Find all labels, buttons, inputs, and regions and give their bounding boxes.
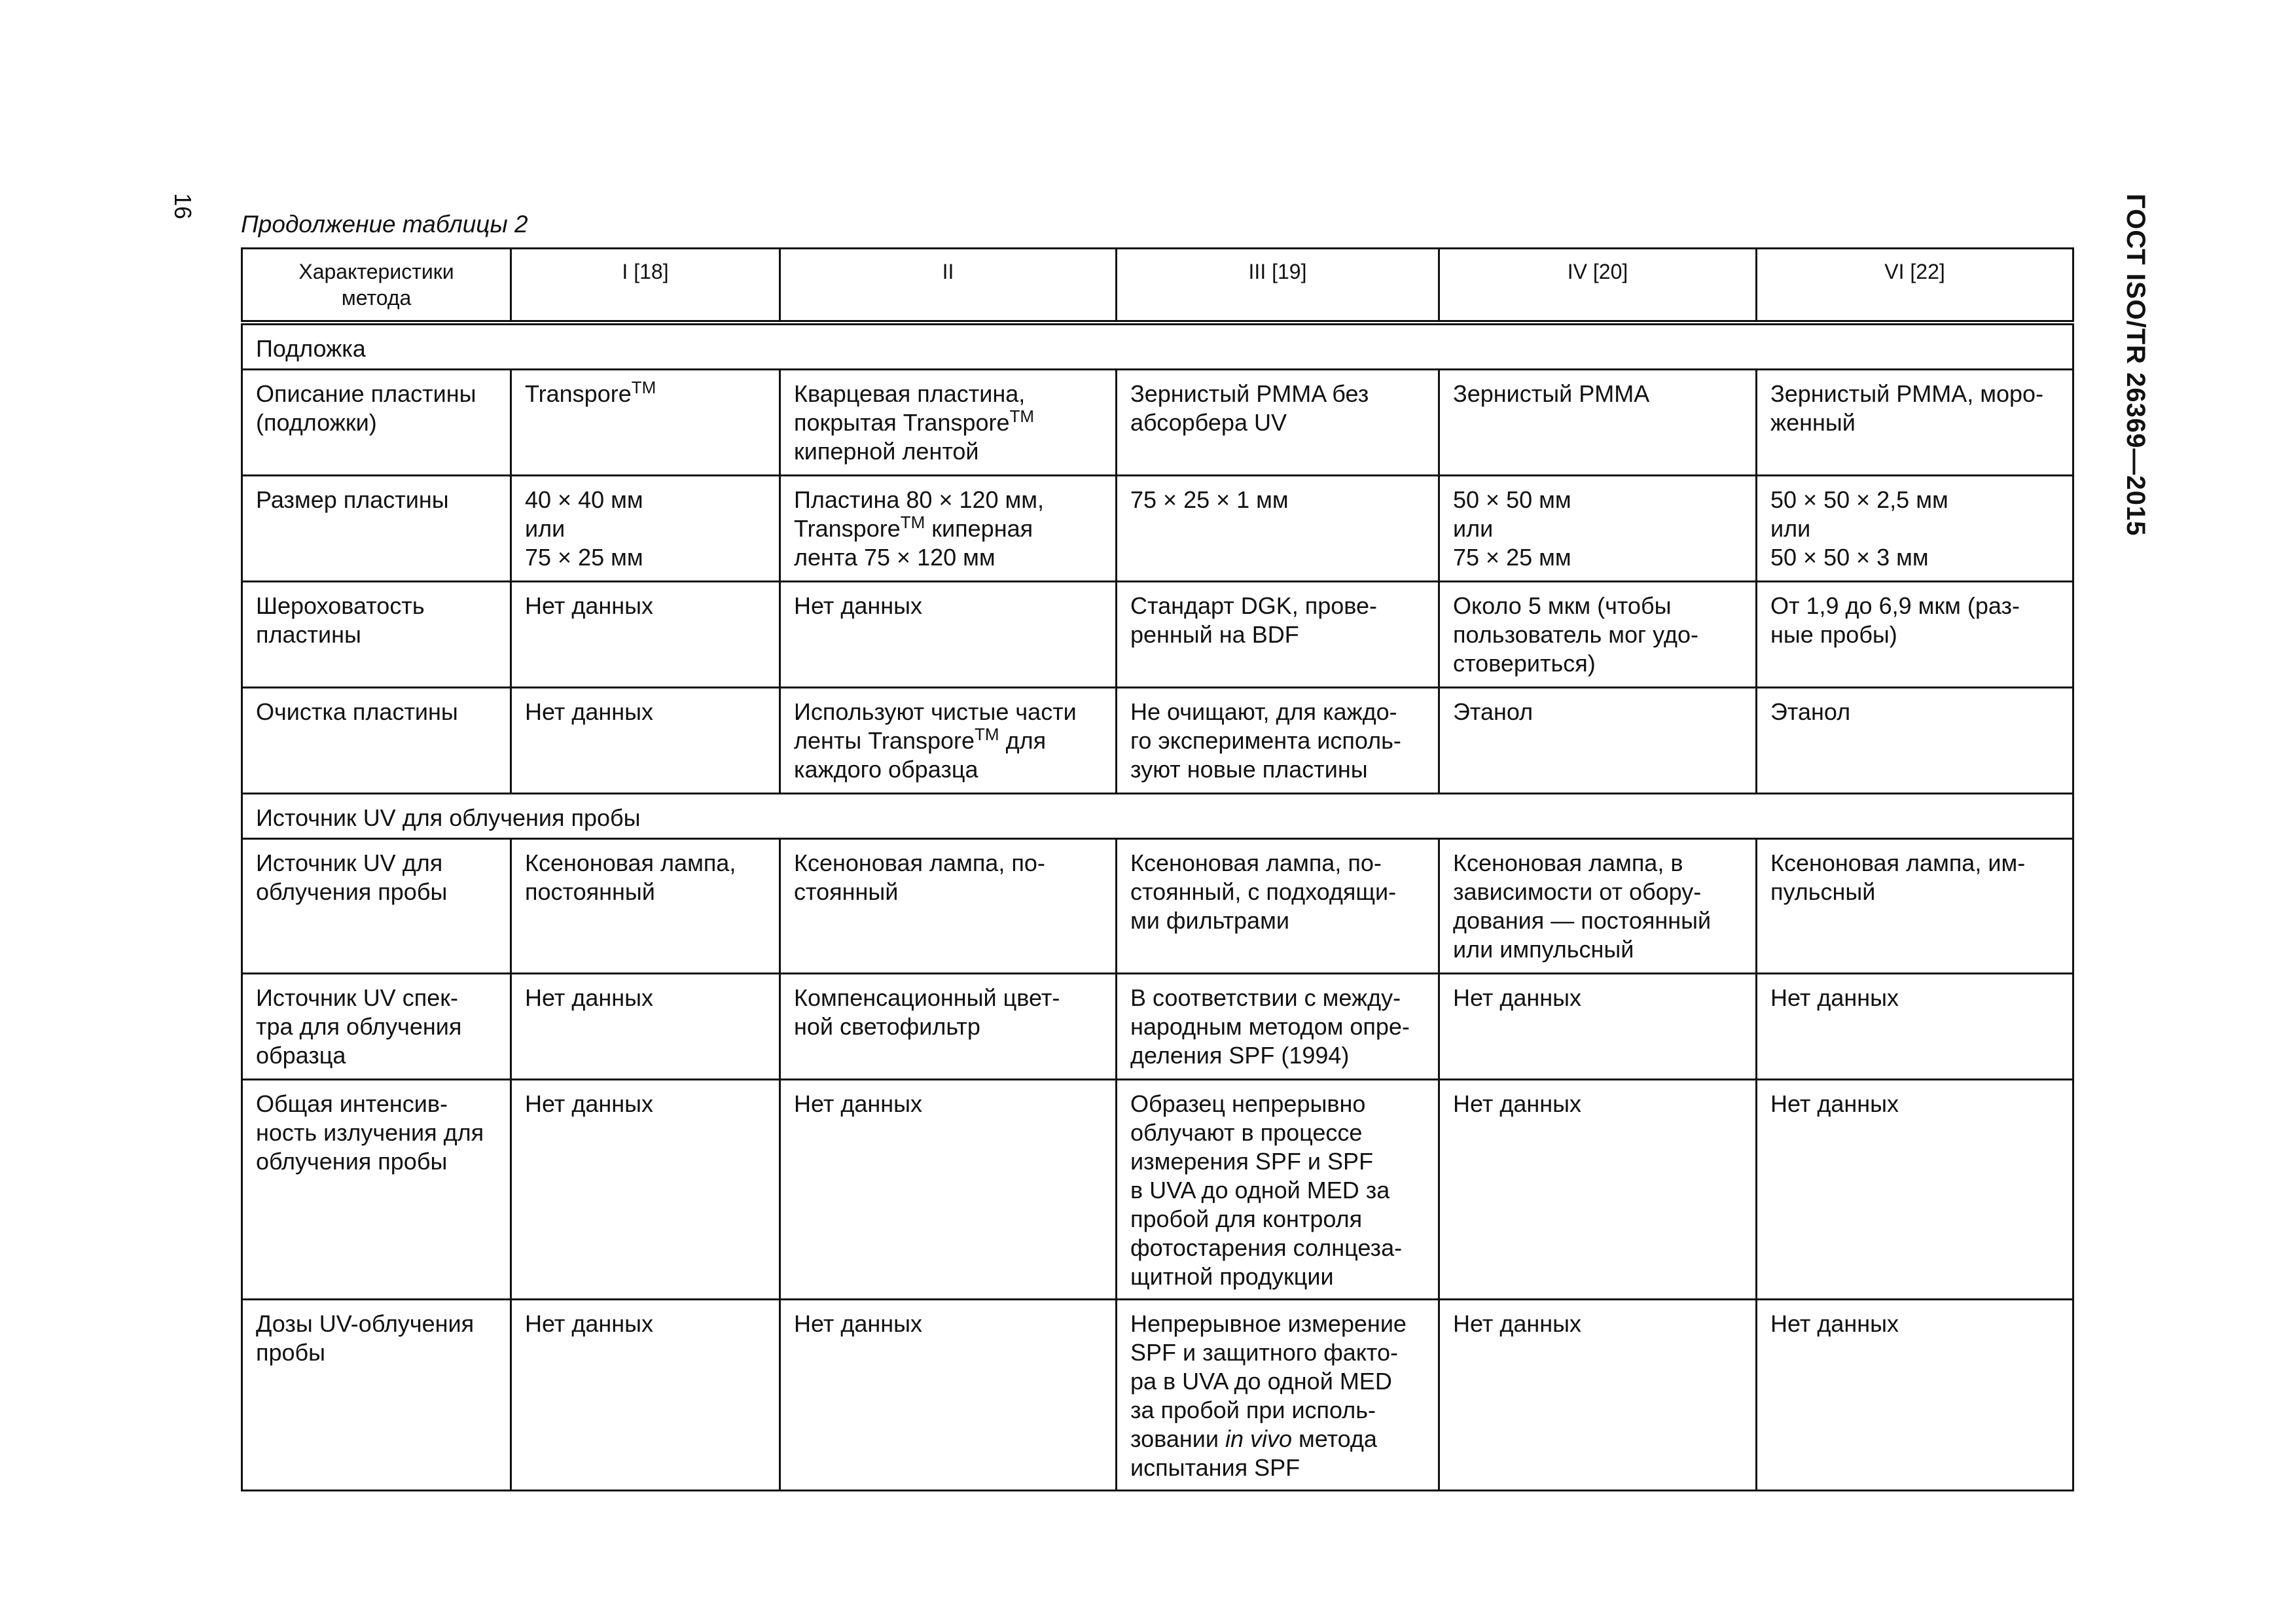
- page-number: 16: [170, 193, 196, 220]
- table-cell: Этанол: [1439, 688, 1757, 794]
- table-row: [242, 476, 2073, 582]
- table-cell: Нет данных: [780, 1080, 1117, 1300]
- column-header: VI [22]: [1757, 249, 2073, 323]
- table-row: [242, 688, 2073, 794]
- table-cell: Нет данных: [780, 1300, 1117, 1491]
- table-cell: Дозы UV-облучения пробы: [242, 1300, 511, 1491]
- table-cell: Нет данных: [1439, 1080, 1757, 1300]
- table-cell: Непрерывное измерение SPF и защитного факто- ра в UVA до одной MED за пробой при исполь- зовании in vivo метода испытания SPF: [1117, 1300, 1439, 1491]
- table-cell: Нет данных: [511, 688, 780, 794]
- header-row: [242, 249, 2073, 323]
- table-cell: Нет данных: [1439, 1300, 1757, 1491]
- table-cell: 40 × 40 мм или 75 × 25 мм: [511, 476, 780, 582]
- table-cell: Образец непрерывно облучают в процессе измерения SPF и SPF в UVA до одной MED за пробой для контроля фотостарения солнцеза- щитной продукции: [1117, 1080, 1439, 1300]
- table-cell: Этанол: [1757, 688, 2073, 794]
- table-cell: Зернистый PMMA без абсорбера UV: [1117, 370, 1439, 476]
- section-row: [242, 323, 2073, 370]
- table-cell: Нет данных: [511, 974, 780, 1080]
- table-cell: Нет данных: [1757, 1300, 2073, 1491]
- table-cell: Нет данных: [511, 1080, 780, 1300]
- section-row: [242, 794, 2073, 839]
- column-header: III [19]: [1117, 249, 1439, 323]
- table-cell: Нет данных: [780, 582, 1117, 688]
- table-cell: Не очищают, для каждо- го эксперимента исполь- зуют новые пластины: [1117, 688, 1439, 794]
- table-row: [242, 582, 2073, 688]
- table-cell: 50 × 50 мм или 75 × 25 мм: [1439, 476, 1757, 582]
- table-cell: Нет данных: [1757, 974, 2073, 1080]
- table-cell: От 1,9 до 6,9 мкм (раз- ные пробы): [1757, 582, 2073, 688]
- table-cell: Очистка пластины: [242, 688, 511, 794]
- table-cell: Описание пластины (подложки): [242, 370, 511, 476]
- table-row: [242, 370, 2073, 476]
- table-cell: Общая интенсив- ность излучения для облучения пробы: [242, 1080, 511, 1300]
- table-cell: Компенсационный цвет- ной светофильтр: [780, 974, 1117, 1080]
- document-code: ГОСТ ISO/TR 26369—2015: [2121, 194, 2150, 537]
- section-title: Источник UV для облучения пробы: [242, 794, 2073, 839]
- table-cell: Пластина 80 × 120 мм, Transpore™ киперная лента 75 × 120 мм: [780, 476, 1117, 582]
- table-cell: Зернистый PMMA: [1439, 370, 1757, 476]
- table-caption: Продолжение таблицы 2: [241, 211, 528, 238]
- table-cell: Нет данных: [511, 1300, 780, 1491]
- table-cell: Ксеноновая лампа, в зависимости от обору- дования — постоянный или импульсный: [1439, 839, 1757, 974]
- table-cell: В соответствии с между- народным методом опре- деления SPF (1994): [1117, 974, 1439, 1080]
- table-row: [242, 1300, 2073, 1491]
- table-cell: Используют чистые части ленты Transpore™ для каждого образца: [780, 688, 1117, 794]
- table-cell: Источник UV для облучения пробы: [242, 839, 511, 974]
- table-cell: Нет данных: [1439, 974, 1757, 1080]
- column-header: IV [20]: [1439, 249, 1757, 323]
- table-cell: Нет данных: [1757, 1080, 2073, 1300]
- table-cell: Ксеноновая лампа, постоянный: [511, 839, 780, 974]
- table-cell: Transpore™: [511, 370, 780, 476]
- table-cell: Ксеноновая лампа, по- стоянный: [780, 839, 1117, 974]
- table-cell: Размер пластины: [242, 476, 511, 582]
- table-cell: Источник UV спек- тра для облучения образца: [242, 974, 511, 1080]
- table-cell: Кварцевая пластина, покрытая Transpore™ киперной лентой: [780, 370, 1117, 476]
- section-title: Подложка: [242, 323, 2073, 370]
- table-cell: Ксеноновая лампа, по- стоянный, с подходящи- ми фильтрами: [1117, 839, 1439, 974]
- table-cell: Около 5 мкм (чтобы пользователь мог удо- стовериться): [1439, 582, 1757, 688]
- table-cell: 75 × 25 × 1 мм: [1117, 476, 1439, 582]
- table-row: [242, 839, 2073, 974]
- table-cell: Нет данных: [511, 582, 780, 688]
- table-row: [242, 1080, 2073, 1300]
- table-row: [242, 974, 2073, 1080]
- table-cell: 50 × 50 × 2,5 мм или 50 × 50 × 3 мм: [1757, 476, 2073, 582]
- table-cell: Стандарт DGK, прове- ренный на BDF: [1117, 582, 1439, 688]
- table-cell: Ксеноновая лампа, им- пульсный: [1757, 839, 2073, 974]
- column-header: Характеристики метода: [242, 249, 511, 323]
- column-header: I [18]: [511, 249, 780, 323]
- table-cell: Шероховатость пластины: [242, 582, 511, 688]
- table-cell: Зернистый PMMA, моро- женный: [1757, 370, 2073, 476]
- column-header: II: [780, 249, 1117, 323]
- method-characteristics-table: [241, 247, 2074, 1491]
